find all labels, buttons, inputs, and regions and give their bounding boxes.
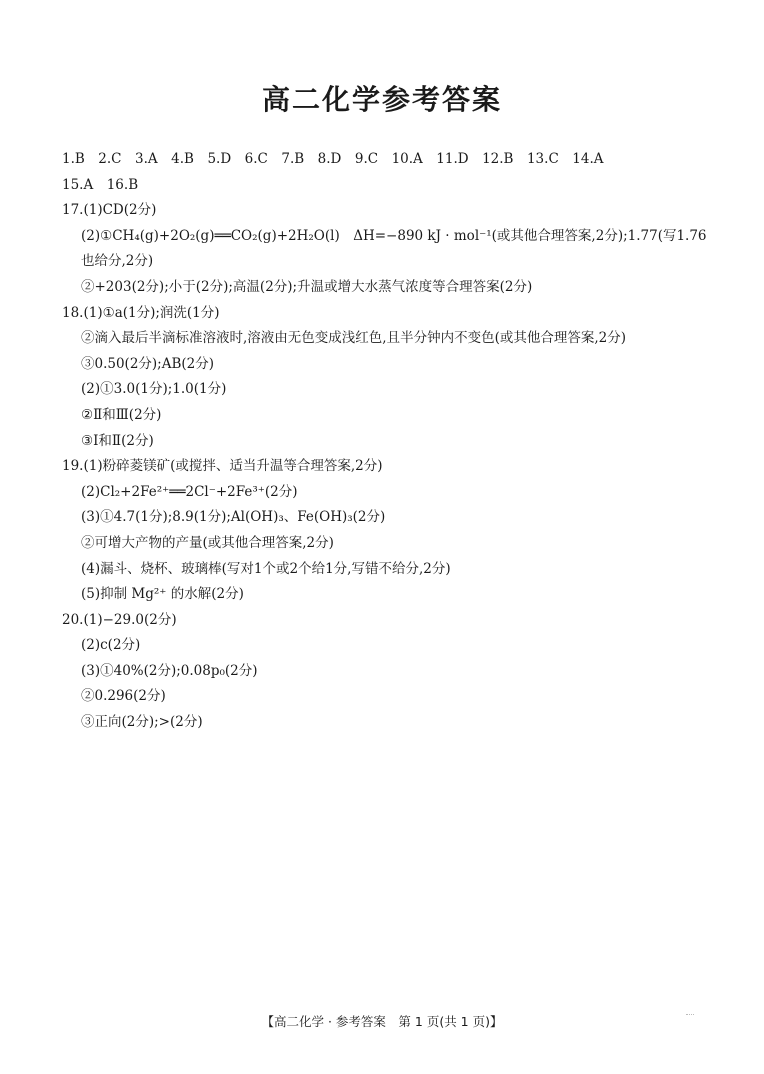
answer-line: (3)①40%(2分);0.08p₀(2分) [81,662,258,679]
answer-line: ③正向(2分);>(2分) [81,714,203,731]
answer-line: (2)①3.0(1分);1.0(1分) [81,381,227,398]
answer-line: (5)抑制 Mg²⁺ 的水解(2分) [81,586,244,603]
corner-mark [686,1014,694,1017]
answer-line: ②+203(2分);小于(2分);高温(2分);升温或增大水蒸气浓度等合理答案(2分) [81,278,533,295]
answer-line: ③Ⅰ和Ⅱ(2分) [81,432,154,449]
answer-line: (2)①CH₄(g)+2O₂(g)══CO₂(g)+2H₂O(l) ΔH=−890 kJ · mol⁻¹(或其他合理答案,2分);1.77(写1.76也给分,2分) [81,227,707,270]
answer-line: 19.(1)粉碎菱镁矿(或搅拌、适当升温等合理答案,2分) [62,458,383,475]
answer-line: 20.(1)−29.0(2分) [62,611,177,628]
answer-list [62,147,712,736]
answer-line: ②滴入最后半滴标准溶液时,溶液由无色变成浅红色,且半分钟内不变色(或其他合理答案,2分) [81,330,626,347]
answer-line: 15.A 16.B [62,176,139,193]
answer-line: 18.(1)①a(1分);润洗(1分) [62,304,220,321]
answer-line: ③0.50(2分);AB(2分) [81,355,215,372]
answer-line: (2)c(2分) [81,637,141,654]
answer-line: (3)①4.7(1分);8.9(1分);Al(OH)₃、Fe(OH)₃(2分) [81,509,386,526]
page-footer: 【高二化学 · 参考答案 第 1 页(共 1 页)】 [261,1014,503,1029]
answer-line: 1.B 2.C 3.A 4.B 5.D 6.C 7.B 8.D 9.C 10.A 11.D 12.B 13.C 14.A [62,151,604,167]
answer-line: ②0.296(2分) [81,688,166,705]
answer-line: ②可增大产物的产量(或其他合理答案,2分) [81,534,334,551]
answer-line: (2)Cl₂+2Fe²⁺══2Cl⁻+2Fe³⁺(2分) [81,483,298,500]
page-title: 高二化学参考答案 [261,83,502,116]
answer-line: (4)漏斗、烧杯、玻璃棒(写对1个或2个给1分,写错不给分,2分) [81,560,451,577]
answer-line: ②Ⅱ和Ⅲ(2分) [81,406,162,423]
answer-line: 17.(1)CD(2分) [62,202,157,219]
